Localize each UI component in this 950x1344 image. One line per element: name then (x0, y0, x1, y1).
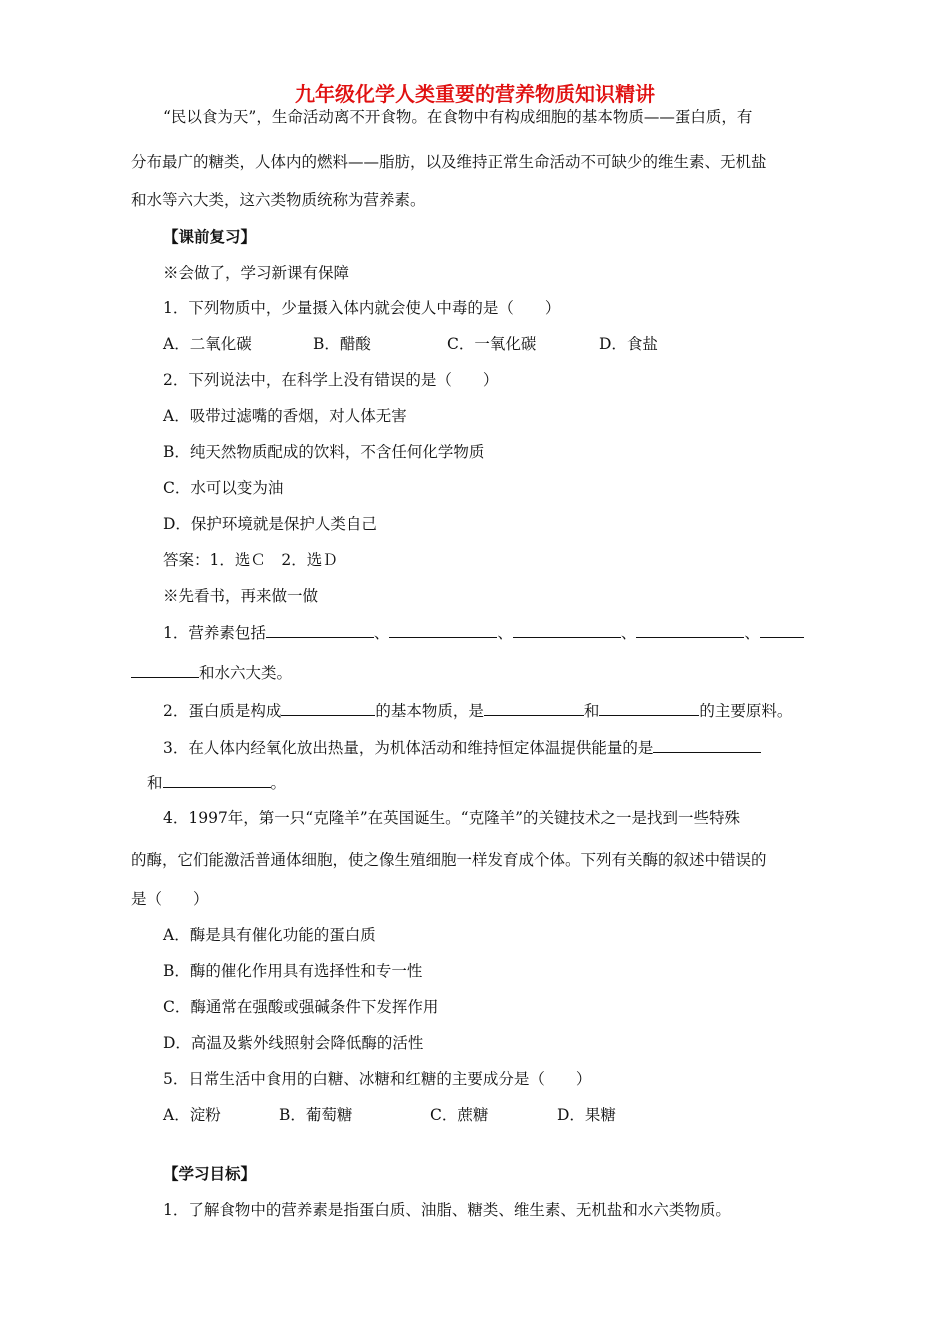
answer-line: 答案：1．选Ｃ 2．选Ｄ (163, 551, 338, 569)
document-title: 九年级化学人类重要的营养物质知识精讲 (295, 82, 655, 106)
intro-line-3: 和水等六大类，这六类物质统称为营养素。 (131, 191, 426, 209)
review-heading: 【课前复习】 (163, 228, 257, 246)
separator: 、 (373, 624, 390, 642)
q1-option-a: A．二氧化碳 (163, 335, 252, 353)
question-2: 2．下列说法中，在科学上没有错误的是（ ） (163, 371, 499, 389)
answer-blank[interactable] (266, 622, 374, 638)
separator: 、 (744, 624, 760, 642)
q2-option-a: A．吸带过滤嘴的香烟，对人体无害 (163, 407, 407, 425)
fill-1-end: 和水六大类。 (199, 664, 293, 682)
separator: 、 (497, 624, 513, 642)
question-5: 5．日常生活中食用的白糖、冰糖和红糖的主要成分是（ ） (163, 1070, 592, 1088)
q2-option-b: B．纯天然物质配成的饮料，不含任何化学物质 (163, 443, 485, 461)
fill-question-3-cont (147, 772, 286, 793)
q1-option-c: C．一氧化碳 (447, 335, 537, 353)
answer-blank[interactable] (653, 737, 761, 753)
answer-blank[interactable] (281, 700, 375, 716)
answer-blank[interactable] (389, 622, 497, 638)
answer-blank[interactable] (163, 772, 271, 788)
q2-option-d: D．保护环境就是保护人类自己 (163, 515, 377, 533)
q4-option-d: D．高温及紫外线照射会降低酶的活性 (163, 1034, 424, 1052)
answer-blank[interactable] (131, 662, 199, 678)
answer-blank[interactable] (484, 700, 584, 716)
fill-2-text-c: 和 (583, 702, 600, 720)
goal-1: 1．了解食物中的营养素是指蛋白质、油脂、糖类、维生素、无机盐和水六类物质。 (163, 1201, 731, 1219)
q5-option-a: A．淀粉 (163, 1106, 221, 1124)
review-note-1: ※会做了，学习新课有保障 (163, 264, 350, 282)
answer-blank[interactable] (760, 622, 804, 638)
answer-blank[interactable] (599, 700, 699, 716)
fill-1-text: 1．营养素包括 (163, 624, 266, 642)
question-4-line-3: 是（ ） (131, 890, 209, 908)
q5-option-c: C．蔗糖 (430, 1106, 489, 1124)
intro-line-1: “民以食为天”，生命活动离不开食物。在食物中有构成细胞的基本物质——蛋白质，有 (163, 108, 753, 126)
separator: 、 (620, 624, 637, 642)
q4-option-a: A．酶是具有催化功能的蛋白质 (163, 926, 376, 944)
q4-option-b: B．酶的催化作用具有选择性和专一性 (163, 962, 423, 980)
fill-3-text-a: 3．在人体内经氧化放出热量，为机体活动和维持恒定体温提供能量的是 (163, 739, 654, 757)
q4-option-c: C．酶通常在强酸或强碱条件下发挥作用 (163, 998, 439, 1016)
q1-option-b: B．醋酸 (313, 335, 371, 353)
question-1: 1．下列物质中，少量摄入体内就会使人中毒的是（ ） (163, 299, 561, 317)
q2-option-c: C．水可以变为油 (163, 479, 284, 497)
fill-2-text-d: 的主要原料。 (699, 702, 793, 720)
fill-question-2 (163, 700, 792, 721)
question-4-line-2: 的酶，它们能激活普通体细胞，使之像生殖细胞一样发育成个体。下列有关酶的叙述中错误的 (131, 851, 767, 869)
fill-2-text-a: 2．蛋白质是构成 (163, 702, 282, 720)
review-note-2: ※先看书，再来做一做 (163, 587, 319, 605)
fill-question-1-cont (131, 662, 292, 683)
q5-option-b: B．葡萄糖 (279, 1106, 353, 1124)
fill-2-text-b: 的基本物质，是 (375, 702, 484, 720)
answer-blank[interactable] (636, 622, 744, 638)
q5-option-d: D．果糖 (557, 1106, 616, 1124)
fill-3-text-c: 。 (270, 774, 287, 792)
fill-question-3 (163, 737, 761, 758)
goals-heading: 【学习目标】 (163, 1165, 257, 1183)
answer-blank[interactable] (513, 622, 621, 638)
intro-line-2: 分布最广的糖类，人体内的燃料——脂肪，以及维持正常生命活动不可缺少的维生素、无机盐 (131, 153, 767, 171)
q1-option-d: D．食盐 (599, 335, 658, 353)
question-4-line-1: 4．1997年，第一只“克隆羊”在英国诞生。“克隆羊”的关键技术之一是找到一些特殊 (163, 809, 741, 827)
fill-question-1 (163, 622, 804, 643)
fill-3-text-b: 和 (147, 774, 163, 792)
